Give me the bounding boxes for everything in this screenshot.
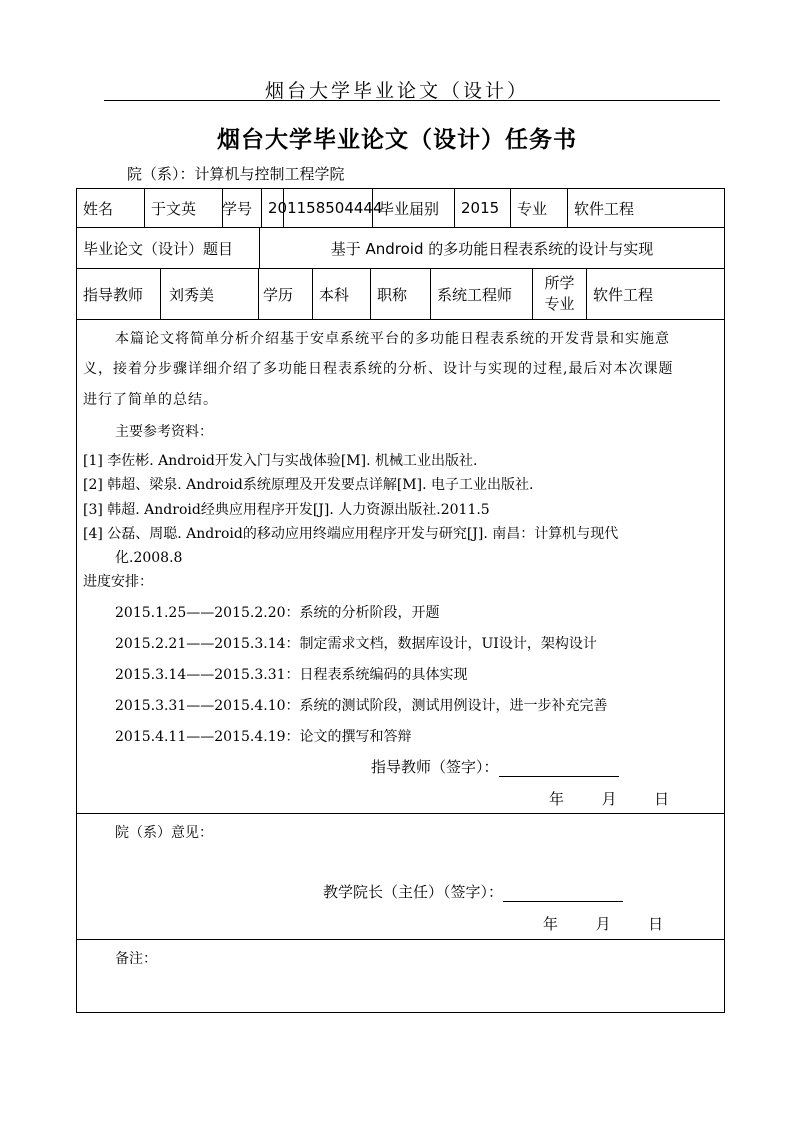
date-month: 月 <box>595 915 611 933</box>
schedule-item: 2015.4.11——2015.4.19：论文的撰写和答辩 <box>115 729 412 745</box>
info-row-3 <box>76 268 725 320</box>
intro-line-2: 义，接着分步骤详细介绍了多功能日程表系统的分析、设计与实现的过程,最后对本次课题 <box>83 361 674 377</box>
reference-item: [4] 公磊、周聪. Android的移动应用终端应用程序开发与研究[J]. 南昌：计算机与现代 <box>83 526 619 542</box>
college-opinion-section <box>76 813 725 940</box>
reference-item: [1] 李佐彬. Android开发入门与实战体验[M]. 机械工业出版社. <box>83 453 478 469</box>
schedule-item: 2015.1.25——2015.2.20：系统的分析阶段，开题 <box>115 605 440 621</box>
topic-label: 毕业论文（设计）题目 <box>77 228 260 268</box>
date-day: 日 <box>654 790 670 808</box>
degree-label: 学历 <box>259 269 313 319</box>
advisor-major-label-line1: 所学 <box>544 274 575 292</box>
advisor-value: 刘秀美 <box>161 269 259 319</box>
reference-item: [2] 韩超、梁泉. Android系统原理及开发要点详解[M]. 电子工业出版社. <box>83 477 534 493</box>
topic-value: 基于 Android 的多功能日程表系统的设计与实现 <box>330 239 654 258</box>
college-opinion-label: 院（系）意见： <box>115 825 213 841</box>
advisor-signature-line <box>499 760 619 777</box>
date-year: 年 <box>543 915 559 933</box>
major-label: 专业 <box>511 189 568 227</box>
date-month: 月 <box>601 790 617 808</box>
schedule-item: 2015.3.31——2015.4.10：系统的测试阶段，测试用例设计，进一步补充完善 <box>115 698 608 714</box>
task-section <box>76 319 725 814</box>
job-title-label: 职称 <box>371 269 431 319</box>
graduation-year-value: 2015 <box>455 189 511 227</box>
advisor-label: 指导教师 <box>77 269 161 319</box>
intro-line-3: 进行了简单的总结。 <box>83 392 218 408</box>
advisor-date <box>549 788 669 809</box>
info-row-1 <box>76 188 725 228</box>
college-line <box>127 163 345 184</box>
advisor-signature-label: 指导教师（签字）： <box>371 758 499 776</box>
date-year: 年 <box>549 790 565 808</box>
major-value: 软件工程 <box>574 199 635 218</box>
job-title-value: 系统工程师 <box>431 269 533 319</box>
advisor-signature <box>371 756 619 777</box>
student-id-label: 学号 <box>216 189 262 227</box>
graduation-year-label: 毕业届别 <box>373 189 455 227</box>
remarks-label: 备注： <box>115 951 157 967</box>
advisor-major-label-line2: 专业 <box>544 295 575 313</box>
dean-signature-line <box>503 885 623 902</box>
college-label: 院（系）： <box>127 165 195 183</box>
references-heading: 主要参考资料： <box>115 424 213 440</box>
schedule-item: 2015.2.21——2015.3.14：制定需求文档，数据库设计，UI设计，架构设计 <box>115 636 597 652</box>
name-label: 姓名 <box>77 189 145 227</box>
reference-item: [3] 韩超. Android经典应用程序开发[J]. 人力资源出版社.2011.5 <box>83 502 490 518</box>
running-header: 烟台大学毕业论文（设计） <box>264 80 529 102</box>
header-rule <box>104 100 720 101</box>
college-value: 计算机与控制工程学院 <box>194 165 345 183</box>
name-value: 于文英 <box>145 189 284 227</box>
schedule-item: 2015.3.14——2015.3.31：日程表系统编码的具体实现 <box>115 667 468 683</box>
intro-line-1: 本篇论文将简单分析介绍基于安卓系统平台的多功能日程表系统的开发背景和实施意 <box>115 331 670 347</box>
document-title: 烟台大学毕业论文（设计）任务书 <box>217 127 577 153</box>
info-row-2 <box>76 227 725 269</box>
advisor-major-value: 软件工程 <box>593 285 654 304</box>
reference-item-continuation: 化.2008.8 <box>115 550 183 566</box>
dean-signature-label: 教学院长（主任）（签字）： <box>323 883 504 901</box>
remarks-section <box>76 939 725 1013</box>
schedule-heading: 进度安排： <box>83 574 153 590</box>
dean-date <box>543 913 663 934</box>
date-day: 日 <box>648 915 664 933</box>
advisor-major-label <box>533 269 587 319</box>
student-id-value: 201158504444 <box>262 189 373 227</box>
degree-value: 本科 <box>313 269 371 319</box>
dean-signature <box>323 881 623 902</box>
